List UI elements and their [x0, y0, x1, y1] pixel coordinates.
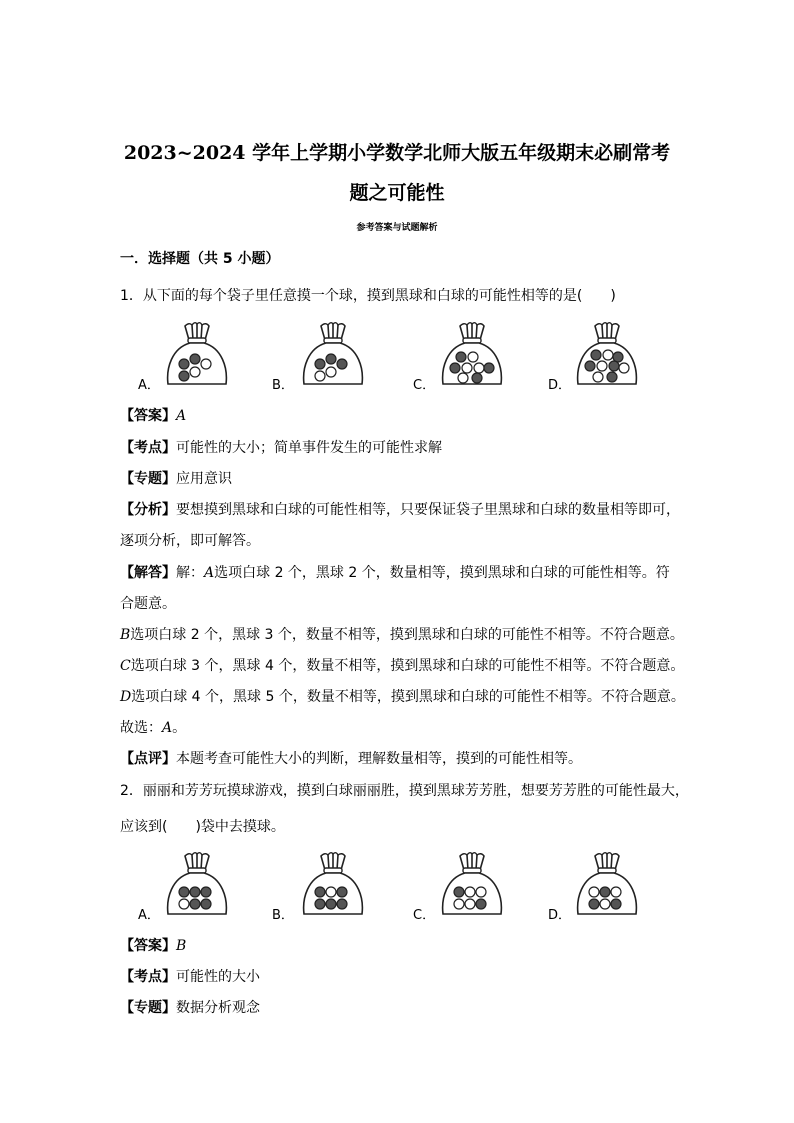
black-ball: [201, 899, 211, 909]
white-ball: [589, 887, 599, 897]
q2-option-d-label: D．: [548, 908, 572, 923]
black-ball: [315, 887, 325, 897]
q1-option-b-label: B．: [272, 378, 294, 393]
q2-stem-cont: 应该到( )袋中去摸球。: [120, 819, 285, 835]
q1-dianping: [120, 748, 582, 768]
q1-fenxi-cont: 逐项分析，即可解答。: [120, 533, 260, 549]
guxuan-letter: A: [162, 720, 173, 736]
guxuan-end: 。: [172, 720, 187, 736]
white-ball: [597, 361, 607, 371]
q2-bag-d-image: [572, 852, 642, 916]
black-ball: [454, 887, 464, 897]
q2-bag-b-image: [298, 852, 368, 916]
fenxi-tag: 【分析】: [120, 502, 176, 518]
white-ball: [619, 363, 629, 373]
q1-kaodian: [120, 437, 442, 457]
white-ball: [201, 359, 211, 369]
black-ball: [190, 354, 200, 364]
black-ball: [484, 363, 494, 373]
black-ball: [179, 887, 189, 897]
dianping-tag: 【点评】: [120, 751, 176, 767]
answer-tag: 【答案】: [120, 408, 176, 424]
page-title-line2: 题之可能性: [349, 182, 445, 204]
black-ball: [450, 363, 460, 373]
q1-jieda-cont: 合题意。: [120, 596, 176, 612]
white-ball: [458, 373, 468, 383]
kaodian-tag: 【考点】: [120, 969, 176, 985]
q2-answer: [120, 935, 186, 955]
white-ball: [611, 887, 621, 897]
black-ball: [476, 899, 486, 909]
black-ball: [472, 373, 482, 383]
q2-stem: 2．丽丽和芳芳玩摸球游戏，摸到白球丽丽胜，摸到黑球芳芳胜，想要芳芳胜的可能性最大，: [120, 783, 689, 799]
line-text: 选项白球 2 个，黑球 3 个，数量不相等，摸到黑球和白球的可能性不相等。不符合题意。: [130, 627, 684, 643]
white-ball: [465, 887, 475, 897]
q1-bag-a-image: [162, 322, 232, 386]
dianping-text: 本题考查可能性大小的判断，理解数量相等，摸到的可能性相等。: [176, 751, 582, 767]
black-ball: [337, 887, 347, 897]
white-ball: [326, 367, 336, 377]
white-ball: [326, 887, 336, 897]
black-ball: [190, 899, 200, 909]
black-ball: [315, 899, 325, 909]
black-ball: [456, 352, 466, 362]
white-ball: [190, 367, 200, 377]
q2-zhuanti: [120, 997, 260, 1017]
black-ball: [589, 899, 599, 909]
kaodian-text: 可能性的大小；简单事件发生的可能性求解: [176, 440, 442, 456]
q1-bag-b-image: [298, 322, 368, 386]
zhuanti-text: 应用意识: [176, 471, 232, 487]
fenxi-text: 要想摸到黑球和白球的可能性相等，只要保证袋子里黑球和白球的数量相等即可，: [176, 502, 680, 518]
q1-jieda: [120, 562, 670, 582]
white-ball: [454, 899, 464, 909]
kaodian-text: 可能性的大小: [176, 969, 260, 985]
q1-zhuanti: [120, 468, 232, 488]
page-title: 2023~2024 学年上学期小学数学北师大版五年级期末必刷常考: [123, 142, 671, 164]
jieda-prefix: 解：: [176, 565, 204, 581]
section-heading: 一．选择题（共 5 小题）: [120, 251, 280, 267]
zhuanti-text: 数据分析观念: [176, 1000, 260, 1016]
q1-bag-d-image: [572, 322, 642, 386]
q1-jieda-line-c: [120, 655, 684, 675]
black-ball: [179, 371, 189, 381]
black-ball: [179, 359, 189, 369]
q2-bag-c-image: [437, 852, 507, 916]
black-ball: [600, 887, 610, 897]
zhuanti-tag: 【专题】: [120, 1000, 176, 1016]
q1-answer: [120, 405, 186, 425]
black-ball: [591, 350, 601, 360]
jieda-text: 选项白球 2 个，黑球 2 个，数量相等，摸到黑球和白球的可能性相等。符: [214, 565, 670, 581]
white-ball: [474, 363, 484, 373]
q1-bag-c-image: [437, 322, 507, 386]
q1-jieda-line-d: [120, 686, 685, 706]
line-text: 选项白球 4 个，黑球 5 个，数量不相等，摸到黑球和白球的可能性不相等。不符合题意。: [131, 689, 685, 705]
white-ball: [603, 350, 613, 360]
answer-tag: 【答案】: [120, 938, 176, 954]
q1-jieda-line-b: [120, 624, 684, 644]
page-subtitle: 参考答案与试题解析: [356, 223, 438, 233]
white-ball: [468, 352, 478, 362]
q1-fenxi: [120, 499, 680, 519]
q1-option-d-label: D．: [548, 378, 572, 393]
answer-value: B: [176, 938, 187, 954]
q2-option-b-label: B．: [272, 908, 294, 923]
option-letter: C: [120, 658, 131, 674]
kaodian-tag: 【考点】: [120, 440, 176, 456]
white-ball: [476, 887, 486, 897]
black-ball: [337, 899, 347, 909]
black-ball: [201, 887, 211, 897]
option-letter: D: [120, 689, 132, 705]
white-ball: [593, 372, 603, 382]
black-ball: [337, 359, 347, 369]
option-letter: B: [120, 627, 131, 643]
black-ball: [326, 899, 336, 909]
white-ball: [179, 899, 189, 909]
line-text: 选项白球 3 个，黑球 4 个，数量不相等，摸到黑球和白球的可能性不相等。不符合题意。: [130, 658, 685, 674]
black-ball: [611, 899, 621, 909]
white-ball: [462, 363, 472, 373]
jieda-letter: A: [204, 565, 215, 581]
q1-option-a-label: A．: [138, 378, 160, 393]
white-ball: [315, 371, 325, 381]
answer-value: A: [176, 408, 187, 424]
guxuan-prefix: 故选：: [120, 720, 162, 736]
black-ball: [326, 354, 336, 364]
q2-option-a-label: A．: [138, 908, 160, 923]
black-ball: [609, 361, 619, 371]
q1-guxuan: [120, 717, 186, 737]
white-ball: [600, 899, 610, 909]
q2-kaodian: [120, 966, 260, 986]
q2-bag-a-image: [162, 852, 232, 916]
black-ball: [585, 361, 595, 371]
black-ball: [315, 359, 325, 369]
q1-stem: 1．从下面的每个袋子里任意摸一个球，摸到黑球和白球的可能性相等的是( ): [120, 288, 616, 304]
q1-option-c-label: C．: [413, 378, 436, 393]
black-ball: [190, 887, 200, 897]
black-ball: [607, 372, 617, 382]
zhuanti-tag: 【专题】: [120, 471, 176, 487]
jieda-tag: 【解答】: [120, 565, 176, 581]
q2-option-c-label: C．: [413, 908, 436, 923]
white-ball: [465, 899, 475, 909]
